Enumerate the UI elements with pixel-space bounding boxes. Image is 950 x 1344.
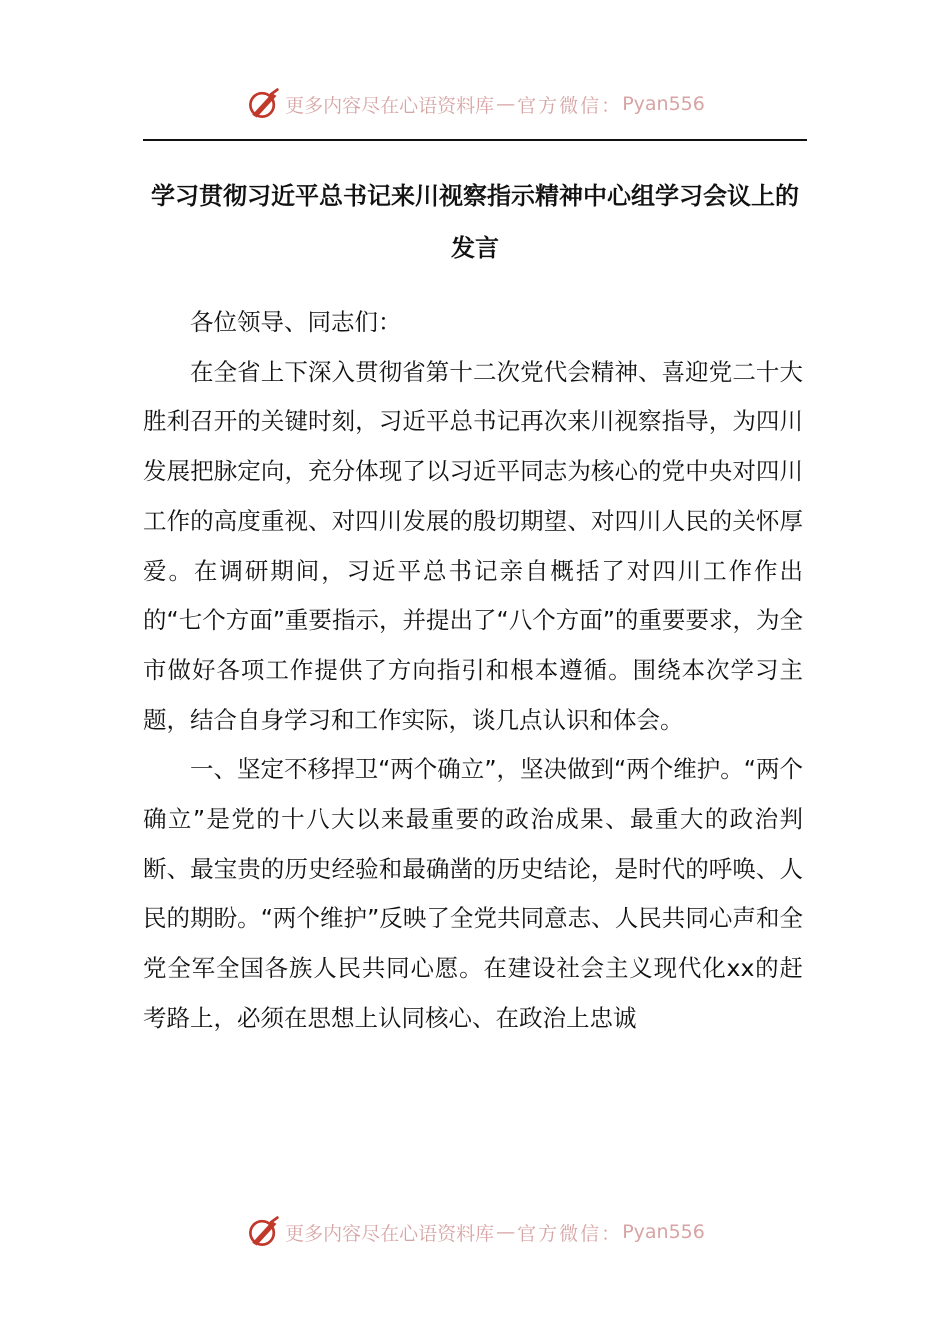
header-watermark-banner: [0, 82, 950, 126]
banner-dash: —: [496, 1221, 516, 1243]
banner-wechat-id: Pyan556: [622, 93, 705, 115]
document-title: 学习贯彻习近平总书记来川视察指示精神中心组学习会议上的发言: [151, 182, 799, 262]
header-divider: [143, 139, 807, 141]
salutation: 各位领导、同志们：: [190, 308, 402, 336]
body-paragraph: 一、坚定不移捍卫“两个确立”，坚决做到“两个维护。“两个确立”是党的十八大以来最重要的政治成果、最重大的政治判断、最宝贵的历史经验和最确凿的历史结论，是时代的呼唤、人民的期盼。“两个维护”反映了全党共同意志、人民共同心声和全党全军全国各族人民共同心愿。在建设社会主义现代化xx的赶考路上，必须在思想上认同核心、在政治上忠诚: [143, 755, 803, 1032]
pen-logo-icon: [245, 1214, 281, 1250]
banner-wechat-label: 官方微信：: [517, 94, 623, 117]
document-body: [143, 298, 803, 1044]
banner-wechat-id: Pyan556: [622, 1221, 705, 1243]
banner-text: 更多内容尽在心语资料库: [285, 94, 495, 117]
pen-logo-icon: [245, 86, 281, 122]
footer-watermark-banner: [0, 1210, 950, 1254]
banner-wechat-label: 官方微信：: [517, 1222, 623, 1245]
banner-text: 更多内容尽在心语资料库: [285, 1222, 495, 1245]
body-paragraph: 在全省上下深入贯彻省第十二次党代会精神、喜迎党二十大胜利召开的关键时刻，习近平总书记再次来川视察指导，为四川发展把脉定向，充分体现了以习近平同志为核心的党中央对四川工作的高度重视、对四川发展的殷切期望、对四川人民的关怀厚爱。在调研期间，习近平总书记亲自概括了对四川工作作出的“七个方面”重要指示，并提出了“八个方面”的重要要求，为全市做好各项工作提供了方向指引和根本遵循。围绕本次学习主题，结合自身学习和工作实际，谈几点认识和体会。: [143, 357, 803, 734]
banner-dash: —: [496, 93, 516, 115]
